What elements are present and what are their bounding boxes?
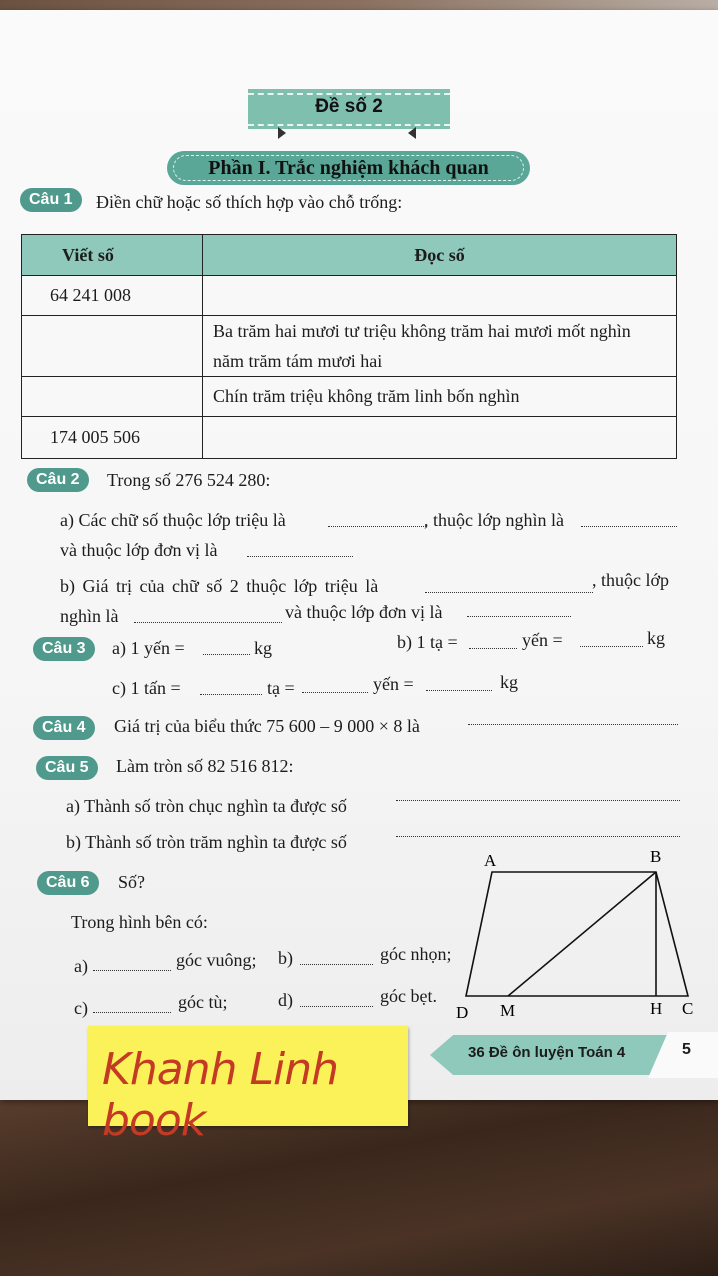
answer-blank[interactable] bbox=[425, 578, 593, 593]
answer-blank[interactable] bbox=[580, 632, 643, 647]
cau6-a-label: a) bbox=[74, 956, 88, 976]
doc-so-line1: Ba trăm hai mươi tư triệu không trăm hai mươi mốt nghìn bbox=[213, 321, 631, 341]
answer-blank[interactable] bbox=[93, 998, 171, 1013]
cau6-prompt: Số? bbox=[118, 872, 145, 892]
answer-blank[interactable] bbox=[396, 786, 680, 801]
cau1-badge: Câu 1 bbox=[20, 188, 82, 212]
cau2-b-text3: nghìn là bbox=[60, 606, 119, 626]
cau3-c-text3: yến = bbox=[373, 674, 414, 694]
cau2-a-text3: và thuộc lớp đơn vị là bbox=[60, 540, 218, 560]
table-row bbox=[22, 417, 677, 459]
label-c: C bbox=[682, 999, 694, 1018]
cau6-d-label: d) bbox=[278, 990, 293, 1010]
sticker-label bbox=[88, 1026, 408, 1146]
label-h: H bbox=[650, 999, 663, 1018]
answer-blank[interactable] bbox=[328, 512, 426, 527]
label-m: M bbox=[500, 1001, 516, 1020]
page-number: 5 bbox=[682, 1041, 691, 1058]
doc-so-line2: năm trăm tám mươi hai bbox=[213, 351, 383, 371]
cau3-a-text1: a) 1 yến = bbox=[112, 638, 185, 658]
part-title: Phần I. Trắc nghiệm khách quan bbox=[208, 157, 489, 179]
part-banner bbox=[167, 151, 530, 185]
footer-book-title: 36 Đề ôn luyện Toán 4 bbox=[468, 1044, 626, 1061]
answer-blank[interactable] bbox=[247, 542, 353, 557]
cau3-c-text4: kg bbox=[500, 672, 518, 692]
trapezoid-abcd bbox=[466, 872, 688, 996]
cau4-text: Giá trị của biểu thức 75 600 – 9 000 × 8 là bbox=[114, 716, 420, 736]
answer-blank[interactable] bbox=[468, 710, 678, 725]
cell-viet-so: 64 241 008 bbox=[22, 276, 203, 316]
cau3-badge: Câu 3 bbox=[33, 637, 95, 661]
cau6-intro: Trong hình bên có: bbox=[71, 912, 208, 932]
cell-doc-so[interactable] bbox=[203, 417, 677, 459]
answer-blank[interactable] bbox=[396, 822, 680, 837]
cell-doc-so: Chín trăm triệu không trăm linh bốn nghìn bbox=[203, 377, 677, 417]
cau2-a-text1: a) Các chữ số thuộc lớp triệu là bbox=[60, 510, 286, 530]
ribbon-tail-right bbox=[408, 127, 416, 139]
cau3-b-text3: kg bbox=[647, 628, 665, 648]
cau6-c-label: c) bbox=[74, 998, 88, 1018]
label-d: D bbox=[456, 1003, 469, 1022]
table-row bbox=[22, 276, 677, 316]
label-b: B bbox=[650, 850, 662, 866]
answer-blank[interactable] bbox=[426, 676, 492, 691]
worksheet-page bbox=[0, 10, 718, 1100]
cau5-badge: Câu 5 bbox=[36, 756, 98, 780]
answer-blank[interactable] bbox=[469, 634, 517, 649]
cau3-b-text2: yến = bbox=[522, 630, 563, 650]
answer-blank[interactable] bbox=[302, 678, 368, 693]
cau3-b-text1: b) 1 tạ = bbox=[397, 632, 458, 652]
answer-blank[interactable] bbox=[581, 512, 677, 527]
cau5-prompt: Làm tròn số 82 516 812: bbox=[116, 756, 294, 776]
de-title: Đề số 2 bbox=[315, 96, 383, 117]
cau6-badge: Câu 6 bbox=[37, 871, 99, 895]
sticker-text: Khanh Linh book bbox=[102, 1044, 338, 1146]
answer-blank[interactable] bbox=[300, 992, 373, 1007]
cau4-badge: Câu 4 bbox=[33, 716, 95, 740]
answer-blank[interactable] bbox=[203, 640, 250, 655]
answer-blank[interactable] bbox=[467, 602, 571, 617]
table-row bbox=[22, 316, 677, 377]
cell-viet-so[interactable] bbox=[22, 377, 203, 417]
cau3-c-text1: c) 1 tấn = bbox=[112, 678, 181, 698]
cau2-badge: Câu 2 bbox=[27, 468, 89, 492]
cau5-a-text: a) Thành số tròn chục nghìn ta được số bbox=[66, 796, 347, 816]
cau1-prompt: Điền chữ hoặc số thích hợp vào chỗ trống: bbox=[96, 192, 403, 212]
answer-blank[interactable] bbox=[93, 956, 171, 971]
cau2-b-text4: và thuộc lớp đơn vị là bbox=[285, 602, 443, 622]
ribbon-tail-left bbox=[278, 127, 286, 139]
cau3-c-text2: tạ = bbox=[267, 678, 295, 698]
segment-bm bbox=[508, 872, 656, 996]
cau3-a-text2: kg bbox=[254, 638, 272, 658]
cell-doc-so[interactable] bbox=[203, 276, 677, 316]
de-so-banner bbox=[248, 83, 450, 133]
table-row bbox=[22, 377, 677, 417]
col-header-doc-so: Đọc số bbox=[203, 235, 677, 276]
answer-blank[interactable] bbox=[134, 608, 282, 623]
label-a: A bbox=[484, 851, 497, 870]
cau6-a-text: góc vuông; bbox=[176, 950, 257, 970]
cau6-c-text: góc tù; bbox=[178, 992, 228, 1012]
cau2-b-text2: , thuộc lớp bbox=[592, 570, 670, 590]
cau6-b-label: b) bbox=[278, 948, 293, 968]
answer-blank[interactable] bbox=[200, 680, 262, 695]
number-table bbox=[21, 234, 677, 459]
cau5-b-text: b) Thành số tròn trăm nghìn ta được số bbox=[66, 832, 347, 852]
cell-doc-so bbox=[203, 316, 677, 377]
cau2-b-text1: b) Giá trị của chữ số 2 thuộc lớp triệu là bbox=[60, 576, 379, 596]
trapezoid-figure bbox=[450, 850, 710, 1025]
cell-viet-so: 174 005 506 bbox=[22, 417, 203, 459]
col-header-viet-so: Viết số bbox=[22, 235, 203, 276]
cau6-b-text: góc nhọn; bbox=[380, 944, 452, 964]
cau2-a-text2: , thuộc lớp nghìn là bbox=[424, 510, 565, 530]
cell-viet-so[interactable] bbox=[22, 316, 203, 377]
answer-blank[interactable] bbox=[300, 950, 373, 965]
cau2-prompt: Trong số 276 524 280: bbox=[107, 470, 271, 490]
cau6-d-text: góc bẹt. bbox=[380, 986, 437, 1006]
